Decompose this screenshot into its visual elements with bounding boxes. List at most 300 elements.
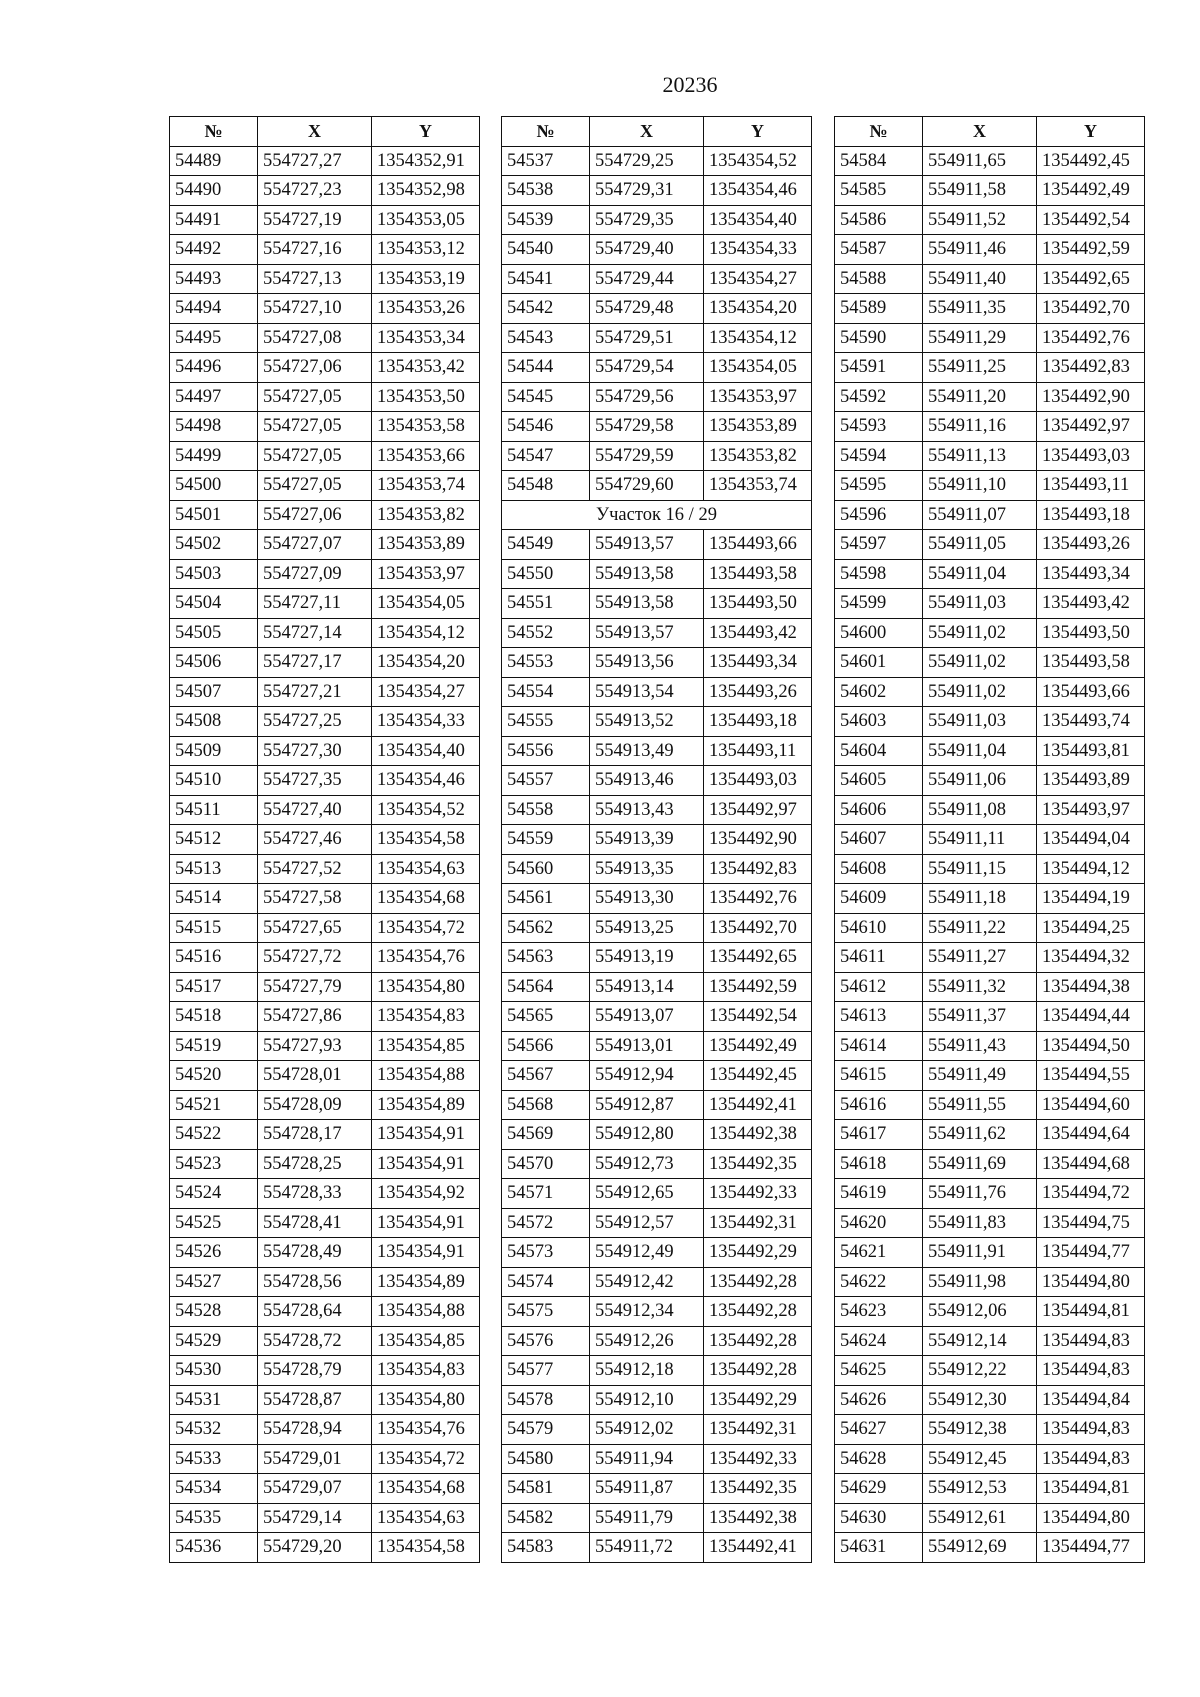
x-coordinate: 554912,22 bbox=[923, 1356, 1037, 1386]
table-row bbox=[502, 1474, 812, 1504]
y-coordinate: 1354354,20 bbox=[372, 648, 480, 678]
table-row bbox=[835, 1356, 1145, 1386]
point-number: 54491 bbox=[170, 205, 258, 235]
x-coordinate: 554911,06 bbox=[923, 766, 1037, 796]
table-row bbox=[502, 1385, 812, 1415]
x-coordinate: 554912,18 bbox=[590, 1356, 704, 1386]
point-number: 54505 bbox=[170, 618, 258, 648]
y-coordinate: 1354493,42 bbox=[1037, 589, 1145, 619]
table-row bbox=[835, 500, 1145, 530]
table-row bbox=[502, 264, 812, 294]
point-number: 54528 bbox=[170, 1297, 258, 1327]
y-coordinate: 1354492,54 bbox=[1037, 205, 1145, 235]
x-coordinate: 554912,80 bbox=[590, 1120, 704, 1150]
table-row bbox=[502, 1297, 812, 1327]
table-row bbox=[170, 1474, 480, 1504]
y-coordinate: 1354492,35 bbox=[704, 1149, 812, 1179]
y-coordinate: 1354492,33 bbox=[704, 1444, 812, 1474]
table-row bbox=[502, 1061, 812, 1091]
y-coordinate: 1354493,03 bbox=[704, 766, 812, 796]
table-row bbox=[502, 736, 812, 766]
y-coordinate: 1354354,12 bbox=[704, 323, 812, 353]
point-number: 54599 bbox=[835, 589, 923, 619]
y-coordinate: 1354353,58 bbox=[372, 412, 480, 442]
x-coordinate: 554727,65 bbox=[258, 913, 372, 943]
y-coordinate: 1354493,03 bbox=[1037, 441, 1145, 471]
y-coordinate: 1354494,12 bbox=[1037, 854, 1145, 884]
y-coordinate: 1354353,97 bbox=[704, 382, 812, 412]
table-row bbox=[170, 1179, 480, 1209]
table-row bbox=[835, 648, 1145, 678]
header-no: № bbox=[170, 117, 258, 147]
y-coordinate: 1354354,46 bbox=[704, 176, 812, 206]
table-row bbox=[835, 972, 1145, 1002]
point-number: 54589 bbox=[835, 294, 923, 324]
point-number: 54545 bbox=[502, 382, 590, 412]
point-number: 54517 bbox=[170, 972, 258, 1002]
point-number: 54507 bbox=[170, 677, 258, 707]
point-number: 54561 bbox=[502, 884, 590, 914]
y-coordinate: 1354493,50 bbox=[704, 589, 812, 619]
point-number: 54598 bbox=[835, 559, 923, 589]
x-coordinate: 554913,43 bbox=[590, 795, 704, 825]
point-number: 54580 bbox=[502, 1444, 590, 1474]
point-number: 54552 bbox=[502, 618, 590, 648]
x-coordinate: 554912,10 bbox=[590, 1385, 704, 1415]
point-number: 54601 bbox=[835, 648, 923, 678]
x-coordinate: 554911,55 bbox=[923, 1090, 1037, 1120]
y-coordinate: 1354492,54 bbox=[704, 1002, 812, 1032]
x-coordinate: 554727,11 bbox=[258, 589, 372, 619]
point-number: 54514 bbox=[170, 884, 258, 914]
y-coordinate: 1354353,26 bbox=[372, 294, 480, 324]
y-coordinate: 1354494,32 bbox=[1037, 943, 1145, 973]
y-coordinate: 1354492,83 bbox=[1037, 353, 1145, 383]
point-number: 54504 bbox=[170, 589, 258, 619]
table-row bbox=[835, 913, 1145, 943]
y-coordinate: 1354492,97 bbox=[1037, 412, 1145, 442]
point-number: 54574 bbox=[502, 1267, 590, 1297]
point-number: 54498 bbox=[170, 412, 258, 442]
x-coordinate: 554911,03 bbox=[923, 589, 1037, 619]
point-number: 54591 bbox=[835, 353, 923, 383]
x-coordinate: 554727,09 bbox=[258, 559, 372, 589]
table-row bbox=[835, 707, 1145, 737]
table-row bbox=[502, 648, 812, 678]
point-number: 54596 bbox=[835, 500, 923, 530]
table-row bbox=[170, 412, 480, 442]
table-row bbox=[835, 1120, 1145, 1150]
y-coordinate: 1354353,66 bbox=[372, 441, 480, 471]
x-coordinate: 554727,10 bbox=[258, 294, 372, 324]
page-number: 20236 bbox=[662, 72, 718, 97]
y-coordinate: 1354494,84 bbox=[1037, 1385, 1145, 1415]
y-coordinate: 1354494,75 bbox=[1037, 1208, 1145, 1238]
point-number: 54548 bbox=[502, 471, 590, 501]
x-coordinate: 554911,07 bbox=[923, 500, 1037, 530]
point-number: 54541 bbox=[502, 264, 590, 294]
point-number: 54518 bbox=[170, 1002, 258, 1032]
table-row bbox=[835, 1297, 1145, 1327]
header-row bbox=[502, 117, 812, 147]
point-number: 54543 bbox=[502, 323, 590, 353]
y-coordinate: 1354354,52 bbox=[372, 795, 480, 825]
x-coordinate: 554911,32 bbox=[923, 972, 1037, 1002]
table-row bbox=[170, 205, 480, 235]
table-row bbox=[170, 884, 480, 914]
y-coordinate: 1354493,66 bbox=[1037, 677, 1145, 707]
y-coordinate: 1354354,46 bbox=[372, 766, 480, 796]
x-coordinate: 554727,40 bbox=[258, 795, 372, 825]
table-row bbox=[502, 972, 812, 1002]
x-coordinate: 554913,39 bbox=[590, 825, 704, 855]
y-coordinate: 1354493,18 bbox=[1037, 500, 1145, 530]
point-number: 54594 bbox=[835, 441, 923, 471]
x-coordinate: 554727,06 bbox=[258, 500, 372, 530]
y-coordinate: 1354492,45 bbox=[1037, 146, 1145, 176]
table-row bbox=[835, 1238, 1145, 1268]
x-coordinate: 554912,49 bbox=[590, 1238, 704, 1268]
y-coordinate: 1354354,91 bbox=[372, 1208, 480, 1238]
x-coordinate: 554729,40 bbox=[590, 235, 704, 265]
table-row bbox=[835, 353, 1145, 383]
point-number: 54627 bbox=[835, 1415, 923, 1445]
point-number: 54515 bbox=[170, 913, 258, 943]
x-coordinate: 554727,46 bbox=[258, 825, 372, 855]
header-y: Y bbox=[704, 117, 812, 147]
y-coordinate: 1354354,63 bbox=[372, 854, 480, 884]
table-row bbox=[502, 1415, 812, 1445]
table-row bbox=[835, 884, 1145, 914]
table-row bbox=[502, 1090, 812, 1120]
point-number: 54630 bbox=[835, 1503, 923, 1533]
x-coordinate: 554913,57 bbox=[590, 618, 704, 648]
point-number: 54549 bbox=[502, 530, 590, 560]
x-coordinate: 554911,04 bbox=[923, 559, 1037, 589]
header-x: X bbox=[590, 117, 704, 147]
x-coordinate: 554727,25 bbox=[258, 707, 372, 737]
x-coordinate: 554727,79 bbox=[258, 972, 372, 1002]
point-number: 54619 bbox=[835, 1179, 923, 1209]
table-row bbox=[502, 412, 812, 442]
point-number: 54595 bbox=[835, 471, 923, 501]
y-coordinate: 1354494,83 bbox=[1037, 1415, 1145, 1445]
x-coordinate: 554727,30 bbox=[258, 736, 372, 766]
point-number: 54529 bbox=[170, 1326, 258, 1356]
table-row bbox=[835, 943, 1145, 973]
section-row bbox=[502, 500, 812, 530]
x-coordinate: 554912,94 bbox=[590, 1061, 704, 1091]
table-row bbox=[502, 530, 812, 560]
header-x: X bbox=[923, 117, 1037, 147]
point-number: 54584 bbox=[835, 146, 923, 176]
y-coordinate: 1354353,89 bbox=[704, 412, 812, 442]
table-row bbox=[170, 382, 480, 412]
table-row bbox=[835, 1031, 1145, 1061]
table-row bbox=[170, 1533, 480, 1563]
x-coordinate: 554911,29 bbox=[923, 323, 1037, 353]
point-number: 54573 bbox=[502, 1238, 590, 1268]
point-number: 54539 bbox=[502, 205, 590, 235]
table-row bbox=[502, 353, 812, 383]
point-number: 54503 bbox=[170, 559, 258, 589]
x-coordinate: 554728,41 bbox=[258, 1208, 372, 1238]
point-number: 54582 bbox=[502, 1503, 590, 1533]
y-coordinate: 1354353,97 bbox=[372, 559, 480, 589]
x-coordinate: 554727,05 bbox=[258, 412, 372, 442]
y-coordinate: 1354492,70 bbox=[1037, 294, 1145, 324]
point-number: 54569 bbox=[502, 1120, 590, 1150]
y-coordinate: 1354353,12 bbox=[372, 235, 480, 265]
table-row bbox=[170, 1444, 480, 1474]
table-row bbox=[170, 943, 480, 973]
header-y: Y bbox=[372, 117, 480, 147]
x-coordinate: 554911,02 bbox=[923, 677, 1037, 707]
point-number: 54534 bbox=[170, 1474, 258, 1504]
y-coordinate: 1354354,33 bbox=[704, 235, 812, 265]
x-coordinate: 554913,57 bbox=[590, 530, 704, 560]
x-coordinate: 554911,76 bbox=[923, 1179, 1037, 1209]
y-coordinate: 1354494,77 bbox=[1037, 1238, 1145, 1268]
y-coordinate: 1354494,64 bbox=[1037, 1120, 1145, 1150]
x-coordinate: 554913,35 bbox=[590, 854, 704, 884]
table-row bbox=[835, 1385, 1145, 1415]
x-coordinate: 554913,01 bbox=[590, 1031, 704, 1061]
point-number: 54607 bbox=[835, 825, 923, 855]
x-coordinate: 554911,02 bbox=[923, 648, 1037, 678]
x-coordinate: 554913,14 bbox=[590, 972, 704, 1002]
header-row bbox=[170, 117, 480, 147]
table-row bbox=[170, 766, 480, 796]
point-number: 54592 bbox=[835, 382, 923, 412]
table-row bbox=[835, 471, 1145, 501]
x-coordinate: 554728,94 bbox=[258, 1415, 372, 1445]
point-number: 54501 bbox=[170, 500, 258, 530]
table-row bbox=[835, 146, 1145, 176]
table-row bbox=[835, 1267, 1145, 1297]
x-coordinate: 554912,57 bbox=[590, 1208, 704, 1238]
point-number: 54597 bbox=[835, 530, 923, 560]
y-coordinate: 1354354,20 bbox=[704, 294, 812, 324]
x-coordinate: 554912,69 bbox=[923, 1533, 1037, 1563]
x-coordinate: 554727,05 bbox=[258, 382, 372, 412]
y-coordinate: 1354493,66 bbox=[704, 530, 812, 560]
x-coordinate: 554912,38 bbox=[923, 1415, 1037, 1445]
table-row bbox=[502, 1356, 812, 1386]
x-coordinate: 554912,30 bbox=[923, 1385, 1037, 1415]
point-number: 54554 bbox=[502, 677, 590, 707]
y-coordinate: 1354493,34 bbox=[1037, 559, 1145, 589]
header-no: № bbox=[835, 117, 923, 147]
point-number: 54610 bbox=[835, 913, 923, 943]
coordinates-table-3 bbox=[834, 116, 1145, 1563]
table-row bbox=[170, 618, 480, 648]
x-coordinate: 554911,43 bbox=[923, 1031, 1037, 1061]
y-coordinate: 1354354,72 bbox=[372, 913, 480, 943]
point-number: 54524 bbox=[170, 1179, 258, 1209]
y-coordinate: 1354492,29 bbox=[704, 1238, 812, 1268]
point-number: 54533 bbox=[170, 1444, 258, 1474]
table-row bbox=[170, 854, 480, 884]
x-coordinate: 554729,48 bbox=[590, 294, 704, 324]
x-coordinate: 554911,10 bbox=[923, 471, 1037, 501]
y-coordinate: 1354492,31 bbox=[704, 1208, 812, 1238]
x-coordinate: 554911,13 bbox=[923, 441, 1037, 471]
y-coordinate: 1354493,58 bbox=[1037, 648, 1145, 678]
y-coordinate: 1354493,26 bbox=[704, 677, 812, 707]
x-coordinate: 554727,35 bbox=[258, 766, 372, 796]
y-coordinate: 1354494,19 bbox=[1037, 884, 1145, 914]
x-coordinate: 554912,65 bbox=[590, 1179, 704, 1209]
point-number: 54546 bbox=[502, 412, 590, 442]
x-coordinate: 554911,52 bbox=[923, 205, 1037, 235]
table-row bbox=[502, 854, 812, 884]
y-coordinate: 1354492,31 bbox=[704, 1415, 812, 1445]
point-number: 54556 bbox=[502, 736, 590, 766]
table-row bbox=[170, 471, 480, 501]
point-number: 54558 bbox=[502, 795, 590, 825]
point-number: 54617 bbox=[835, 1120, 923, 1150]
table-row bbox=[170, 1385, 480, 1415]
table-row bbox=[502, 1238, 812, 1268]
y-coordinate: 1354494,77 bbox=[1037, 1533, 1145, 1563]
table-row bbox=[502, 1179, 812, 1209]
table-row bbox=[835, 1415, 1145, 1445]
y-coordinate: 1354354,27 bbox=[704, 264, 812, 294]
point-number: 54495 bbox=[170, 323, 258, 353]
point-number: 54604 bbox=[835, 736, 923, 766]
y-coordinate: 1354494,81 bbox=[1037, 1297, 1145, 1327]
point-number: 54586 bbox=[835, 205, 923, 235]
point-number: 54557 bbox=[502, 766, 590, 796]
x-coordinate: 554913,25 bbox=[590, 913, 704, 943]
y-coordinate: 1354354,91 bbox=[372, 1120, 480, 1150]
y-coordinate: 1354354,05 bbox=[372, 589, 480, 619]
point-number: 54588 bbox=[835, 264, 923, 294]
point-number: 54628 bbox=[835, 1444, 923, 1474]
table-row bbox=[170, 1090, 480, 1120]
point-number: 54622 bbox=[835, 1267, 923, 1297]
table-row bbox=[835, 1503, 1145, 1533]
x-coordinate: 554913,30 bbox=[590, 884, 704, 914]
table-row bbox=[170, 1031, 480, 1061]
point-number: 54593 bbox=[835, 412, 923, 442]
x-coordinate: 554729,51 bbox=[590, 323, 704, 353]
point-number: 54606 bbox=[835, 795, 923, 825]
y-coordinate: 1354493,97 bbox=[1037, 795, 1145, 825]
x-coordinate: 554912,06 bbox=[923, 1297, 1037, 1327]
x-coordinate: 554913,19 bbox=[590, 943, 704, 973]
y-coordinate: 1354494,83 bbox=[1037, 1444, 1145, 1474]
table-row bbox=[502, 559, 812, 589]
point-number: 54570 bbox=[502, 1149, 590, 1179]
x-coordinate: 554911,94 bbox=[590, 1444, 704, 1474]
table-row bbox=[835, 382, 1145, 412]
point-number: 54579 bbox=[502, 1415, 590, 1445]
point-number: 54565 bbox=[502, 1002, 590, 1032]
x-coordinate: 554727,14 bbox=[258, 618, 372, 648]
table-row bbox=[170, 559, 480, 589]
x-coordinate: 554729,54 bbox=[590, 353, 704, 383]
y-coordinate: 1354353,82 bbox=[372, 500, 480, 530]
x-coordinate: 554911,83 bbox=[923, 1208, 1037, 1238]
x-coordinate: 554911,04 bbox=[923, 736, 1037, 766]
table-row bbox=[835, 766, 1145, 796]
table-row bbox=[502, 1208, 812, 1238]
table-row bbox=[502, 1267, 812, 1297]
y-coordinate: 1354354,40 bbox=[704, 205, 812, 235]
table-row bbox=[502, 589, 812, 619]
y-coordinate: 1354494,04 bbox=[1037, 825, 1145, 855]
x-coordinate: 554911,35 bbox=[923, 294, 1037, 324]
x-coordinate: 554728,33 bbox=[258, 1179, 372, 1209]
table-row bbox=[502, 1149, 812, 1179]
table-row bbox=[502, 677, 812, 707]
x-coordinate: 554911,22 bbox=[923, 913, 1037, 943]
table-row bbox=[502, 1326, 812, 1356]
point-number: 54571 bbox=[502, 1179, 590, 1209]
table-row bbox=[170, 972, 480, 1002]
table-row bbox=[170, 235, 480, 265]
point-number: 54575 bbox=[502, 1297, 590, 1327]
point-number: 54521 bbox=[170, 1090, 258, 1120]
x-coordinate: 554728,01 bbox=[258, 1061, 372, 1091]
y-coordinate: 1354354,63 bbox=[372, 1503, 480, 1533]
point-number: 54526 bbox=[170, 1238, 258, 1268]
point-number: 54490 bbox=[170, 176, 258, 206]
y-coordinate: 1354493,89 bbox=[1037, 766, 1145, 796]
x-coordinate: 554912,87 bbox=[590, 1090, 704, 1120]
table-row bbox=[502, 1503, 812, 1533]
table-row bbox=[835, 412, 1145, 442]
point-number: 54615 bbox=[835, 1061, 923, 1091]
table-row bbox=[835, 323, 1145, 353]
y-coordinate: 1354493,42 bbox=[704, 618, 812, 648]
x-coordinate: 554728,79 bbox=[258, 1356, 372, 1386]
table-row bbox=[170, 736, 480, 766]
y-coordinate: 1354492,76 bbox=[1037, 323, 1145, 353]
y-coordinate: 1354353,82 bbox=[704, 441, 812, 471]
point-number: 54509 bbox=[170, 736, 258, 766]
table-row bbox=[835, 264, 1145, 294]
x-coordinate: 554911,11 bbox=[923, 825, 1037, 855]
x-coordinate: 554912,02 bbox=[590, 1415, 704, 1445]
header-x: X bbox=[258, 117, 372, 147]
x-coordinate: 554911,79 bbox=[590, 1503, 704, 1533]
table-row bbox=[170, 677, 480, 707]
point-number: 54623 bbox=[835, 1297, 923, 1327]
x-coordinate: 554911,46 bbox=[923, 235, 1037, 265]
x-coordinate: 554911,91 bbox=[923, 1238, 1037, 1268]
point-number: 54496 bbox=[170, 353, 258, 383]
x-coordinate: 554727,23 bbox=[258, 176, 372, 206]
x-coordinate: 554729,59 bbox=[590, 441, 704, 471]
y-coordinate: 1354354,52 bbox=[704, 146, 812, 176]
point-number: 54510 bbox=[170, 766, 258, 796]
table-row bbox=[835, 530, 1145, 560]
point-number: 54530 bbox=[170, 1356, 258, 1386]
table-row bbox=[502, 707, 812, 737]
point-number: 54583 bbox=[502, 1533, 590, 1563]
y-coordinate: 1354493,74 bbox=[1037, 707, 1145, 737]
y-coordinate: 1354493,81 bbox=[1037, 736, 1145, 766]
table-row bbox=[170, 264, 480, 294]
point-number: 54614 bbox=[835, 1031, 923, 1061]
x-coordinate: 554911,69 bbox=[923, 1149, 1037, 1179]
y-coordinate: 1354354,58 bbox=[372, 1533, 480, 1563]
y-coordinate: 1354493,11 bbox=[704, 736, 812, 766]
table-row bbox=[835, 736, 1145, 766]
